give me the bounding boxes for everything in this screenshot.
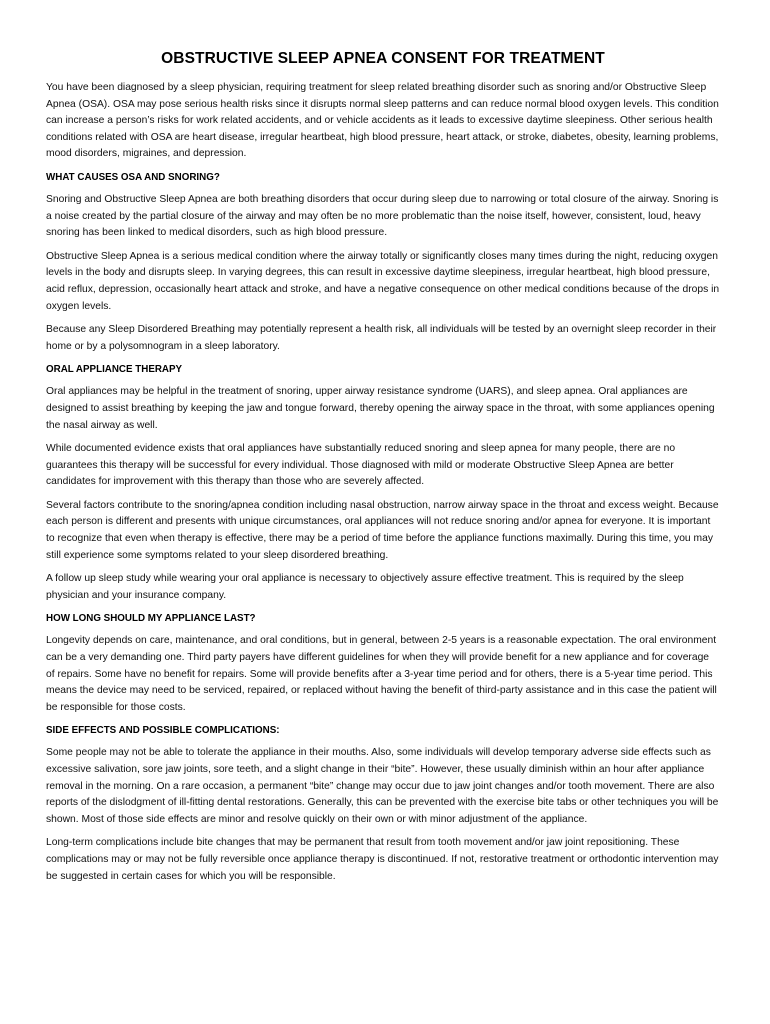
paragraph: Obstructive Sleep Apnea is a serious medical condition where the airway totally or significantly closes many times during the night, reducing oxygen levels in the body and disrupts sleep. In varying degrees, this can result in excessive daytime sleepiness, irregular heartbeat, high blood pressure, acid reflux, depression, occasionally heart attack and stroke, and have a negative consequence on other medical conditions because of the drops in oxygen levels. xyxy=(46,250,720,312)
paragraph: Because any Sleep Disordered Breathing may potentially represent a health risk, all individuals will be tested by an overnight sleep recorder in their home or by a polysomnogram in a sleep laboratory. xyxy=(46,324,717,352)
section-heading-side-effects: SIDE EFFECTS AND POSSIBLE COMPLICATIONS: xyxy=(46,725,280,737)
section-therapy xyxy=(46,362,720,604)
section-heading-therapy: ORAL APPLIANCE THERAPY xyxy=(46,364,183,376)
section-heading-causes: WHAT CAUSES OSA AND SNORING? xyxy=(46,171,220,183)
paragraph: Long-term complications include bite changes that may be permanent that result from tooth movement and/or jaw joint repositioning. These complications may or may not be fully reversible once appliance therapy is discontinued. If not, restorative treatment or orthodontic intervention may be suggested in certain cases for which you will be responsible. xyxy=(46,837,719,882)
section-side-effects xyxy=(46,723,720,885)
section-causes xyxy=(46,170,720,355)
intro-paragraph: You have been diagnosed by a sleep physician, requiring treatment for sleep related breathing disorder such as snoring and/or Obstructive Sleep Apnea (OSA). OSA may pose serious health risks since it disrupts normal sleep patterns and can reduce normal blood oxygen levels. This condition can increase a person’s risks for work related accidents, and or vehicle accidents as it leads to excessive daytime sleepiness. Other serious health conditions related with OSA are heart disease, irregular heartbeat, high blood pressure, heart attack, or stroke, diabetes, obesity, learning problems, mood disorders, migraines, and depression. xyxy=(46,82,719,160)
paragraph: Oral appliances may be helpful in the treatment of snoring, upper airway resistance syndrome (UARS), and sleep apnea. Oral appliances are designed to assist breathing by keeping the jaw and tongue forward, thereby opening the airway space in the throat, with some appliances opening the nasal airway as well. xyxy=(46,386,715,431)
paragraph: A follow up sleep study while wearing your oral appliance is necessary to objectively assure effective treatment. This is required by the sleep physician and your insurance company. xyxy=(46,573,684,601)
paragraph: Several factors contribute to the snoring/apnea condition including nasal obstruction, narrow airway space in the throat and excess weight. Because each person is different and presents with unique circumstances, oral appliances will not reduce snoring and/or apnea for everyone. It is important to recognize that even when therapy is effective, there may be a period of time before the appliance functions maximally. During this time, you may still experience some symptoms related to your sleep disordered breathing. xyxy=(46,499,719,561)
paragraph: Some people may not be able to tolerate the appliance in their mouths. Also, some individuals will develop temporary adverse side effects such as excessive salivation, sore jaw joints, sore teeth, and a slight change in their “bite”. However, these usually diminish within an hour after appliance removal in the morning. On a rare occasion, a permanent “bite” change may occur due to jaw joint changes and/or tooth movement. There are also reports of the dislodgment of ill-fitting dental restorations. Generally, this can be prevented with the exercise bite tabs or other techniques you will be shown. Most of those side effects are minor and resolve quickly on their own or with minor adjustment of the appliance. xyxy=(46,747,719,825)
section-heading-longevity: HOW LONG SHOULD MY APPLIANCE LAST? xyxy=(46,613,256,625)
document-title: OBSTRUCTIVE SLEEP APNEA CONSENT FOR TREATMENT xyxy=(161,50,605,67)
paragraph: Longevity depends on care, maintenance, and oral conditions, but in general, between 2-5 years is a reasonable expectation. The oral environment can be a very demanding one. Third party payers have different guidelines for when they will provide benefit for a new appliance and for coverage of repairs. Some have no benefit for repairs. Some will provide benefits after a 3-year time period and for others, there is a 5-year time period. This means the device may need to be serviced, repaired, or replaced without having the benefit of third-party assistance and in this case the patient will be responsible for those costs. xyxy=(46,635,717,713)
paragraph: Snoring and Obstructive Sleep Apnea are both breathing disorders that occur during sleep due to narrowing or total closure of the airway. Snoring is a noise created by the partial closure of the airway and may often be no more problematic than the noise itself, however, consistent, loud, heavy snoring has been linked to medical disorders, such as high blood pressure. xyxy=(46,193,719,239)
paragraph: While documented evidence exists that oral appliances have substantially reduced snoring and sleep apnea for many people, there are no guarantees this therapy will be successful for every individual. Those diagnosed with mild or moderate Obstructive Sleep Apnea are better candidates for improvement with this therapy than those who are severely affected. xyxy=(46,443,676,488)
section-longevity xyxy=(46,611,720,716)
